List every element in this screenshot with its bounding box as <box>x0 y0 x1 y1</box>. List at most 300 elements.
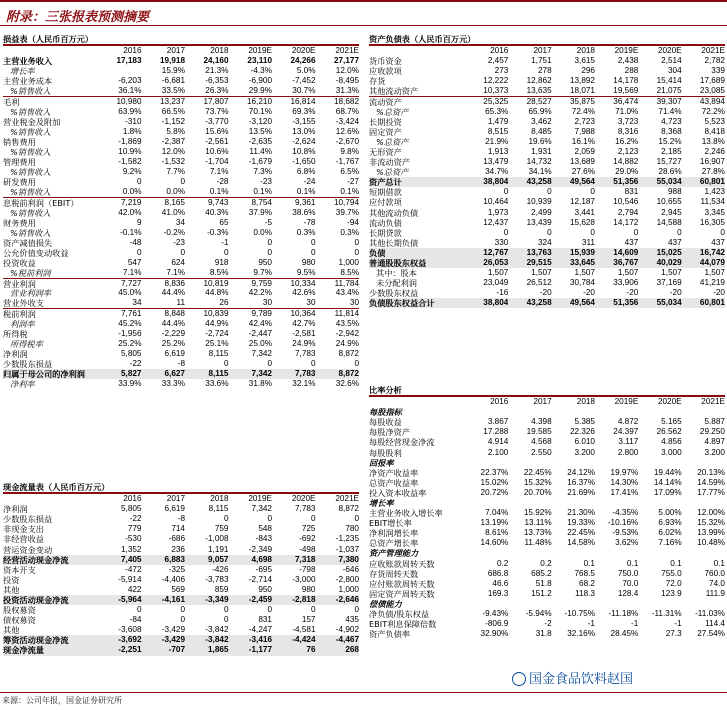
table-row <box>3 339 359 349</box>
cell-value: 0 <box>354 605 359 615</box>
cell-value: 14.58% <box>567 538 595 548</box>
cell-value: -22 <box>129 514 142 524</box>
cell-value: 2020E <box>657 46 682 56</box>
cell-value: 3,723 <box>617 116 639 126</box>
cell-value: -6,681 <box>161 76 185 86</box>
table-row <box>3 197 359 207</box>
cell-value: -7,452 <box>292 76 316 86</box>
cell-value: 123.9 <box>661 588 682 598</box>
cell-value: -5.94% <box>525 609 552 619</box>
cell-value: 780 <box>345 524 359 534</box>
cell-value: 1,507 <box>487 268 509 278</box>
row-label: 管理费用 <box>3 157 36 168</box>
cell-value: 44.4% <box>161 318 185 328</box>
cell-value: 18,071 <box>569 86 595 96</box>
cell-value: -2,251 <box>118 645 142 655</box>
cell-value: 16,210 <box>246 97 272 107</box>
cell-value: 55,034 <box>656 298 682 308</box>
cell-value: 755.0 <box>661 568 682 578</box>
cell-value: 7,219 <box>121 197 142 207</box>
watermark-text: 国金食品饮料赵国 <box>529 672 634 687</box>
row-label: 净资产收益率 <box>369 467 419 478</box>
cell-value: -23 <box>173 237 185 247</box>
table-row <box>369 478 725 488</box>
cell-value: 686.8 <box>487 568 509 578</box>
cell-value: 2,457 <box>487 56 509 66</box>
cell-value: 12.6% <box>335 126 359 136</box>
cell-value: 9 <box>136 217 142 227</box>
row-label: 其他 <box>3 584 20 595</box>
cell-value: 0 <box>180 247 185 257</box>
cell-value: 7,988 <box>574 126 595 136</box>
cell-value: 12,222 <box>483 76 509 86</box>
cell-value: 15.6% <box>205 126 229 136</box>
cell-value: 33.3% <box>161 379 185 389</box>
row-label: 筹资活动现金净流 <box>3 635 69 646</box>
cell-value: 0.2 <box>496 558 509 568</box>
page-title: 附录：三张报表预测摘要 <box>6 10 150 25</box>
table-row <box>369 147 725 157</box>
cell-value: 33.5% <box>161 86 185 96</box>
cell-value: -2,714 <box>248 574 272 584</box>
cell-value: 0 <box>590 227 595 237</box>
cell-value: 7,318 <box>295 554 316 564</box>
table-row <box>3 157 359 167</box>
cell-value: 30 <box>262 298 272 308</box>
section-header: 资产负债表（人民币百万元） <box>369 33 725 46</box>
cell-value: 13.5% <box>248 126 272 136</box>
table-row <box>3 76 359 86</box>
row-label: 每股股利 <box>369 447 402 458</box>
cell-value: 10,819 <box>203 278 229 288</box>
cell-value: 7.1% <box>166 268 185 278</box>
watermark <box>512 668 633 687</box>
row-label: 应收账款周转天数 <box>369 558 435 569</box>
cell-value: -1,152 <box>161 116 185 126</box>
cell-value: 0.1% <box>253 187 272 197</box>
cell-value: 17,183 <box>116 56 142 66</box>
table-row <box>3 298 359 308</box>
cell-value: -24 <box>303 177 316 187</box>
cell-value: 17.41% <box>610 487 639 497</box>
table-row <box>3 555 359 565</box>
cell-value: 760.0 <box>704 568 725 578</box>
cell-value: -1,235 <box>335 534 359 544</box>
cell-value: -11.31% <box>651 609 682 619</box>
cell-value: 2017 <box>533 397 552 407</box>
cell-value: 725 <box>301 524 316 534</box>
cell-value: -692 <box>299 534 316 544</box>
row-label: 经营活动现金净流 <box>3 554 69 565</box>
table-row <box>369 248 725 258</box>
cell-value: 685.2 <box>531 568 552 578</box>
cell-value: 20.72% <box>480 487 509 497</box>
cell-value: 11 <box>176 298 185 308</box>
cell-value: 15,628 <box>569 217 595 227</box>
cell-value: 15,414 <box>656 76 682 86</box>
cell-value: 60,801 <box>699 298 725 308</box>
table-row <box>369 177 725 187</box>
cell-value: -2,942 <box>335 328 359 338</box>
cell-value: 0.0% <box>122 187 142 197</box>
cell-value: 72.0 <box>665 578 682 588</box>
cell-value: -4,902 <box>335 625 359 635</box>
cell-value: -3,429 <box>161 635 185 645</box>
table-row <box>3 66 359 76</box>
cell-value: 1,751 <box>531 56 552 66</box>
cell-value: 19,569 <box>613 86 639 96</box>
table-row <box>369 488 725 498</box>
year-header-row <box>3 46 359 56</box>
cell-value: 3.62% <box>615 538 639 548</box>
cell-value: 41.0% <box>161 207 185 217</box>
cell-value: 2,123 <box>617 146 639 156</box>
cell-value: 1,507 <box>574 268 595 278</box>
row-label: %销售收入 <box>10 106 51 117</box>
table-row <box>3 575 359 585</box>
cell-value: 25,325 <box>483 97 509 107</box>
cell-value: 6.02% <box>658 528 682 538</box>
cell-value: 23,085 <box>699 86 725 96</box>
cell-value: 5.165 <box>661 417 682 427</box>
cell-value: 0 <box>223 514 229 524</box>
cell-value: 950 <box>258 584 272 594</box>
cell-value: 26.3% <box>205 86 229 96</box>
cell-value: -11.03% <box>695 609 725 619</box>
cell-value: 5,827 <box>121 369 142 379</box>
cell-value: 10,655 <box>656 197 682 207</box>
row-label: 主营业务收入 <box>3 56 53 67</box>
table-row <box>3 524 359 534</box>
cell-value: 0.1 <box>626 558 639 568</box>
cell-value: 24.9% <box>335 338 359 348</box>
cell-value: -1 <box>221 237 229 247</box>
cell-value: 2,185 <box>661 146 682 156</box>
table-row <box>369 76 725 86</box>
cell-value: -695 <box>255 564 272 574</box>
cell-value: 435 <box>345 615 359 625</box>
cell-value: 16,814 <box>290 97 316 107</box>
cell-value: -1,008 <box>205 534 229 544</box>
cell-value: 12.0% <box>335 66 359 76</box>
cell-value: 0.1% <box>340 187 359 197</box>
row-label: 利润率 <box>10 318 35 329</box>
cell-value: 0 <box>267 358 272 368</box>
table-row <box>3 228 359 238</box>
cell-value: -3,155 <box>292 116 316 126</box>
table-row <box>3 534 359 544</box>
cell-value: 15,025 <box>656 247 682 257</box>
cell-value: 6.010 <box>574 437 595 447</box>
row-label: 税前利润 <box>3 308 36 319</box>
cell-value: 2016 <box>490 46 509 56</box>
cell-value: 31.8 <box>535 629 552 639</box>
cell-value: 0 <box>547 187 552 197</box>
cell-value: 16,305 <box>699 217 725 227</box>
cell-value: -686 <box>168 534 185 544</box>
row-label: 资产管理能力 <box>369 548 419 559</box>
cell-value: 4.872 <box>617 417 639 427</box>
row-label: %销售收入 <box>10 187 51 198</box>
cell-value: 14,882 <box>613 157 639 167</box>
cell-value: 0 <box>354 358 359 368</box>
cell-value: -1,650 <box>292 157 316 167</box>
cell-value: 980 <box>301 258 316 268</box>
cell-value: 7,783 <box>295 504 316 514</box>
cell-value: -0.2% <box>163 227 185 237</box>
section-header: 比率分析 <box>369 384 725 397</box>
table-row <box>3 544 359 554</box>
cell-value: -16 <box>496 288 509 298</box>
cell-value: 0.2 <box>540 558 552 568</box>
cell-value: 7.7% <box>166 167 185 177</box>
table-row <box>3 56 359 66</box>
cell-value: 34 <box>132 298 142 308</box>
cell-value: 8,115 <box>208 369 229 379</box>
cell-value: 296 <box>581 66 595 76</box>
cell-value: 40,029 <box>656 258 682 268</box>
cell-value: 4.568 <box>531 437 552 447</box>
cell-value: 13,689 <box>569 157 595 167</box>
cell-value: 14.14% <box>653 477 682 487</box>
cell-value: 1,000 <box>338 258 359 268</box>
cell-value: 10,334 <box>290 278 316 288</box>
cell-value: 4,698 <box>251 554 272 564</box>
table-row <box>3 278 359 288</box>
cell-value: 13.73% <box>523 528 552 538</box>
cell-value: 22.45% <box>523 467 552 477</box>
cell-value: 38,804 <box>483 298 509 308</box>
cell-value: 2,059 <box>574 146 595 156</box>
cell-value: 8,368 <box>661 126 682 136</box>
cell-value: 6.93% <box>658 518 682 528</box>
table-row <box>3 625 359 635</box>
cell-value: 72.4% <box>571 106 595 116</box>
table-row <box>369 508 725 518</box>
cell-value: -798 <box>299 564 316 574</box>
cell-value: 2016 <box>123 494 142 504</box>
table-row <box>3 349 359 359</box>
cell-value: 16.37% <box>567 477 595 487</box>
cell-value: -8,495 <box>335 76 359 86</box>
row-label: 其他流动资产 <box>369 86 419 97</box>
cell-value: 2020E <box>291 494 316 504</box>
table-row <box>369 569 725 579</box>
cell-value: 2017 <box>533 46 552 56</box>
row-label: 每股净资产 <box>369 427 410 438</box>
table-row <box>3 258 359 268</box>
cell-value: 569 <box>171 584 185 594</box>
cell-value: 0.1% <box>209 187 229 197</box>
cell-value: 19.33% <box>567 518 595 528</box>
cell-value: 10.6% <box>205 146 229 156</box>
table-row <box>369 528 725 538</box>
cell-value: -0.3% <box>207 227 229 237</box>
row-label: 未分配利润 <box>376 278 417 289</box>
table-row <box>369 609 725 619</box>
cell-value: 0 <box>310 514 316 524</box>
table-row <box>369 56 725 66</box>
cell-value: -2,635 <box>248 136 272 146</box>
cell-value: 42.6% <box>292 288 316 298</box>
cell-value: 0 <box>223 247 229 257</box>
table-row <box>3 288 359 298</box>
cell-value: -1 <box>674 619 682 629</box>
cell-value: 8,115 <box>208 504 229 514</box>
row-label: 净利润增长率 <box>369 528 419 539</box>
cell-value: 7,783 <box>295 348 316 358</box>
row-label: %总资产 <box>376 136 409 147</box>
cell-value: 9,759 <box>251 278 272 288</box>
cell-value: 0 <box>223 615 229 625</box>
cell-value: 10,794 <box>333 197 359 207</box>
cell-value: -2,459 <box>248 594 272 604</box>
row-label: 营业利润率 <box>10 288 51 299</box>
table-row <box>369 107 725 117</box>
table-row <box>369 288 725 298</box>
cell-value: -8 <box>177 358 185 368</box>
cell-value: 0 <box>590 187 595 197</box>
cell-value: 3.867 <box>487 417 509 427</box>
cell-value: 5,805 <box>121 504 142 514</box>
cell-value: -10.16% <box>607 518 639 528</box>
cell-value: 11.4% <box>249 146 272 156</box>
table-row <box>3 635 359 645</box>
cell-value: -2,229 <box>161 328 185 338</box>
row-label: %销售收入 <box>10 86 51 97</box>
cell-value: 14,588 <box>656 217 682 227</box>
cell-value: 10,373 <box>483 86 509 96</box>
cell-value: 11,534 <box>700 197 725 207</box>
cell-value: 7,783 <box>295 369 316 379</box>
cell-value: 0 <box>136 177 142 187</box>
cell-value: 21.9% <box>485 136 509 146</box>
cell-value: 13,479 <box>483 157 509 167</box>
cell-value: 9,743 <box>208 197 229 207</box>
cell-value: 21.69% <box>567 487 595 497</box>
cell-value: 33,906 <box>613 278 639 288</box>
cell-value: 72.2% <box>701 106 725 116</box>
cell-value: -1,956 <box>118 328 142 338</box>
cell-value: 68.2 <box>579 578 595 588</box>
cell-value: 151.2 <box>531 588 552 598</box>
cell-value: 42.7% <box>292 318 316 328</box>
cell-value: 0.1% <box>296 187 316 197</box>
row-label: 投资收益 <box>3 258 36 269</box>
cell-value: 55,034 <box>656 177 682 187</box>
cell-value: 1,507 <box>661 268 682 278</box>
cell-value: -6,203 <box>118 76 142 86</box>
cell-value: 41,219 <box>699 278 725 288</box>
cell-value: 0.0% <box>166 187 185 197</box>
cell-value: 2017 <box>166 494 185 504</box>
cell-value: 1,507 <box>704 268 725 278</box>
cell-value: 0 <box>503 227 509 237</box>
cell-value: 0 <box>503 187 509 197</box>
table-row <box>3 248 359 258</box>
cell-value: 2018 <box>210 494 229 504</box>
cell-value: 44.9% <box>205 318 229 328</box>
table-row <box>369 468 725 478</box>
row-label: 投资活动现金净流 <box>3 594 69 605</box>
cell-value: -1 <box>631 619 639 629</box>
row-label: 增长率 <box>369 497 394 508</box>
cell-value: -84 <box>129 615 142 625</box>
cell-value: 16,742 <box>699 247 725 257</box>
table-row <box>369 538 725 548</box>
table-row <box>369 579 725 589</box>
cell-value: 8,872 <box>338 504 359 514</box>
cell-value: 2,514 <box>661 56 682 66</box>
cell-value: -472 <box>125 564 142 574</box>
cell-value: 14.60% <box>480 538 509 548</box>
cell-value: 42.2% <box>248 288 272 298</box>
cell-value: 5.0% <box>296 66 316 76</box>
cell-value: 0 <box>223 358 229 368</box>
cell-value: 17,689 <box>699 76 725 86</box>
table-row <box>369 559 725 569</box>
cell-value: 46.6 <box>492 578 509 588</box>
row-label: 长期贷款 <box>369 227 402 238</box>
table-row <box>369 208 725 218</box>
cell-value: 43,258 <box>526 298 552 308</box>
cell-value: 831 <box>624 187 639 197</box>
table-row <box>369 228 725 238</box>
cell-value: 10.8% <box>292 146 316 156</box>
cell-value: 6,883 <box>164 554 185 564</box>
table-row <box>369 427 725 437</box>
cell-value: 10,939 <box>526 197 552 207</box>
cell-value: -20 <box>669 288 682 298</box>
cell-value: -48 <box>129 237 142 247</box>
table-row <box>3 177 359 187</box>
cell-value: 3.000 <box>661 447 682 457</box>
cell-value: 339 <box>711 66 725 76</box>
cell-value: -4,581 <box>292 625 316 635</box>
cell-value: 437 <box>711 237 725 247</box>
row-label: %销售收入 <box>10 227 51 238</box>
cell-value: 32.16% <box>567 629 595 639</box>
row-label: 资产负债率 <box>369 629 410 640</box>
row-label: 每股指标 <box>369 407 402 418</box>
cell-value: -2,349 <box>248 544 272 554</box>
cell-value: 1,423 <box>704 187 725 197</box>
cell-value: 13,635 <box>526 86 552 96</box>
cell-value: -11.18% <box>608 609 639 619</box>
cell-value: 2,499 <box>531 207 552 217</box>
cell-value: 8,515 <box>487 126 509 136</box>
row-label: 销售费用 <box>3 136 36 147</box>
row-label: %销售收入 <box>10 207 51 218</box>
cell-value: 1,865 <box>208 645 229 655</box>
cell-value: 714 <box>171 524 185 534</box>
table-row <box>3 514 359 524</box>
group-header-row <box>369 498 725 508</box>
cell-value: 5.385 <box>574 417 595 427</box>
cell-value: 8,165 <box>164 197 185 207</box>
cell-value: 0 <box>633 227 639 237</box>
cell-value: -843 <box>255 534 272 544</box>
cell-value: 27,177 <box>333 56 359 66</box>
row-label: EBIT利息保障倍数 <box>369 619 437 630</box>
cell-value: 950 <box>258 258 272 268</box>
cell-value: 29.0% <box>615 167 639 177</box>
table-row <box>3 504 359 514</box>
cell-value: 11,784 <box>334 278 359 288</box>
cell-value: 2018 <box>210 46 229 56</box>
cell-value: 0 <box>180 177 185 187</box>
row-label: 存货 <box>369 76 386 87</box>
